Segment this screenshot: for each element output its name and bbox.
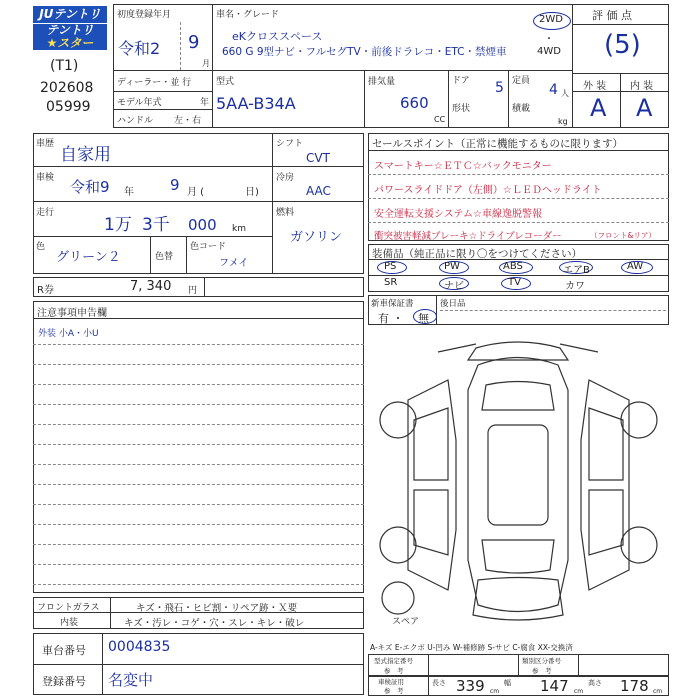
warranty-selected: 無	[418, 312, 429, 325]
later-items-label: 後日品	[440, 299, 466, 309]
chassis-label: 車台番号	[42, 644, 86, 657]
notes-rule	[33, 444, 364, 445]
inspection-day-unit: 日)	[245, 187, 259, 198]
recycle-value: 7, 340	[130, 279, 172, 294]
fuel-label: 燃料	[276, 208, 295, 218]
sales-point-2: パワースライドドア（左側）☆ＬＥＤヘッドライト	[374, 185, 602, 196]
ac-value: AAC	[306, 184, 331, 198]
shape-label: 形状	[452, 104, 471, 114]
equip-abs: ABS	[503, 261, 523, 272]
sales-point-4: 衝突被害軽減ブレーキ☆ドライブレコーダー	[374, 231, 562, 242]
exterior-label: 外 装	[583, 81, 607, 92]
car-grade: 660 G 9型ナビ・フルセグTV・前後ドラレコ・ETC・禁煙車	[222, 46, 507, 58]
sales-point-4-note: （フロント&リア）	[590, 231, 656, 240]
warranty-label: 新車保証書	[371, 299, 414, 309]
first-reg-month: 9	[188, 32, 200, 53]
interior-grade: A	[636, 94, 653, 122]
car-name-label: 車名・グレード	[216, 10, 280, 20]
cert-sub: 参 考	[384, 687, 404, 695]
height-label: 高さ	[588, 679, 602, 687]
equip-pw: PW	[444, 261, 460, 272]
capacity-value: 4	[549, 82, 558, 98]
length-label: 長さ	[432, 679, 446, 687]
notes-rule	[33, 584, 364, 585]
notes-rule	[33, 564, 364, 565]
inspection-label: 車検	[36, 173, 55, 183]
inspection-year-unit: 年	[124, 187, 134, 198]
shift-label: シフト	[276, 139, 304, 149]
car-name: eKクロススペース	[232, 30, 323, 43]
designation-sub-1: 参 考	[384, 667, 404, 675]
notes-rule	[33, 524, 364, 525]
designation-sub-2: 参 考	[532, 667, 552, 675]
length-value: 339	[456, 677, 485, 695]
registration-label: 登録番号	[42, 675, 86, 688]
color-code-value: フメイ	[219, 258, 249, 269]
handle-label: ハンドル	[117, 116, 154, 126]
windshield-text: キズ・飛石・ヒビ割・リペア跡・Ｘ要	[136, 603, 298, 614]
notes-rule	[33, 504, 364, 505]
rating-label: 評 価 点	[592, 9, 632, 22]
notes-rule	[33, 464, 364, 465]
model-label: 型式	[216, 77, 235, 87]
mileage-unit: km	[232, 224, 246, 234]
mileage-label: 走行	[36, 208, 55, 218]
interior-check-text: キズ・汚レ・コゲ・穴・スレ・キレ・破レ	[124, 618, 305, 629]
color-code-label: 色コード	[190, 242, 227, 252]
load-unit: kg	[558, 117, 568, 126]
handle-value: 左・右	[174, 116, 202, 126]
sales-points-label: セールスポイント（正常に機能するものに限ります）	[372, 138, 624, 150]
door-value: 5	[495, 80, 504, 96]
lot-number-2: 05999	[46, 99, 91, 115]
cert-label: 車検証用	[378, 678, 404, 686]
color-change-label: 色替	[155, 252, 174, 262]
color-label: 色	[36, 242, 46, 252]
recycle-unit: 円	[188, 286, 198, 296]
inspection-month-unit: 月 (	[187, 187, 205, 198]
interior-label: 内 装	[630, 81, 654, 92]
notes-rule	[33, 364, 364, 365]
drive-4wd: 4WD	[537, 46, 561, 57]
equip-leather: カワ	[565, 281, 585, 292]
notes-rule	[33, 424, 364, 425]
equip-aw: AW	[627, 261, 644, 272]
displacement-value: 660	[400, 94, 429, 112]
exterior-grade: A	[590, 94, 607, 122]
model-year-unit: 年	[200, 98, 210, 108]
notes-label: 注意事項申告欄	[37, 308, 107, 319]
designation-label-1: 型式指定番号	[374, 657, 413, 665]
rating-score: (5)	[604, 30, 641, 60]
capacity-unit: 人	[561, 89, 569, 98]
logo-top: JUテントリ	[33, 6, 107, 23]
warranty-options: 有 ・	[378, 312, 404, 325]
sales-point-3: 安全運転支援システム☆車線逸脱警報	[374, 209, 542, 220]
damage-legend: A-キズ E-エクボ U-凹み W-補修跡 S-サビ C-腐食 XX-交換済	[370, 643, 573, 652]
recycle-label: R券	[37, 285, 54, 296]
drive-2wd: 2WD	[539, 14, 563, 25]
car-diagram	[368, 330, 669, 630]
first-reg-month-unit: 月	[202, 59, 210, 68]
designation-label-2: 類別区分番号	[522, 657, 561, 665]
height-unit: cm	[653, 688, 663, 695]
width-value: 147	[540, 677, 569, 695]
capacity-label: 定員	[512, 76, 531, 86]
interior-check-label: 内装	[60, 618, 79, 628]
door-label: ドア	[452, 76, 470, 86]
model-code: 5AA-B34A	[216, 94, 296, 113]
chassis-number: 0004835	[108, 639, 171, 655]
width-unit: cm	[574, 688, 584, 695]
history-label: 車歴	[36, 139, 55, 149]
equip-airbag: エアB	[563, 265, 590, 276]
color-value: グリーン２	[56, 250, 121, 265]
recycle-box	[33, 277, 364, 297]
width-label: 幅	[504, 679, 511, 687]
inspection-month: 9	[170, 176, 180, 194]
lot-number-1: 202608	[40, 80, 94, 96]
history-value: 自家用	[60, 145, 111, 165]
notes-rule	[33, 544, 364, 545]
load-label: 積載	[512, 104, 531, 114]
height-value: 178	[620, 677, 649, 695]
sales-point-1: スマートキー☆ＥＴＣ☆バックモニター	[374, 161, 552, 172]
equip-navi: ナビ	[444, 281, 464, 292]
dealer-label: ディーラー・並 行	[117, 78, 192, 88]
mileage-man: 1万	[104, 215, 132, 235]
equip-tv: TV	[508, 277, 521, 288]
notes-line-1: 外装 小A・小U	[38, 329, 99, 339]
notes-rule	[33, 484, 364, 485]
equip-ps: PS	[384, 261, 397, 272]
logo-star: テントリ ★スター	[33, 24, 107, 50]
ac-label: 冷房	[276, 173, 295, 183]
notes-rule	[33, 404, 364, 405]
lot-code: (T1)	[50, 58, 79, 74]
registration-value: 名変中	[108, 671, 154, 689]
equipment-label: 装備品（純正品に限り〇をつけてください）	[372, 248, 582, 260]
notes-rule	[33, 344, 364, 345]
equip-sr: SR	[384, 277, 398, 288]
displacement-unit: CC	[434, 115, 446, 124]
drive-dot: ・	[544, 34, 554, 45]
shift-value: CVT	[306, 151, 330, 165]
first-reg-label: 初度登録年月	[117, 10, 172, 20]
first-reg-era: 令和2	[118, 39, 161, 58]
displacement-label: 排気量	[368, 77, 396, 87]
inspection-era: 令和9	[70, 178, 110, 196]
mileage-sen: 3千	[142, 215, 170, 235]
model-year-label: モデル年式	[117, 98, 162, 108]
fuel-value: ガソリン	[290, 230, 343, 245]
windshield-label: フロントガラス	[37, 603, 100, 613]
spare-label: スペア	[392, 617, 420, 627]
mileage-rest: 000	[188, 216, 217, 234]
notes-rule	[33, 384, 364, 385]
length-unit: cm	[490, 688, 500, 695]
